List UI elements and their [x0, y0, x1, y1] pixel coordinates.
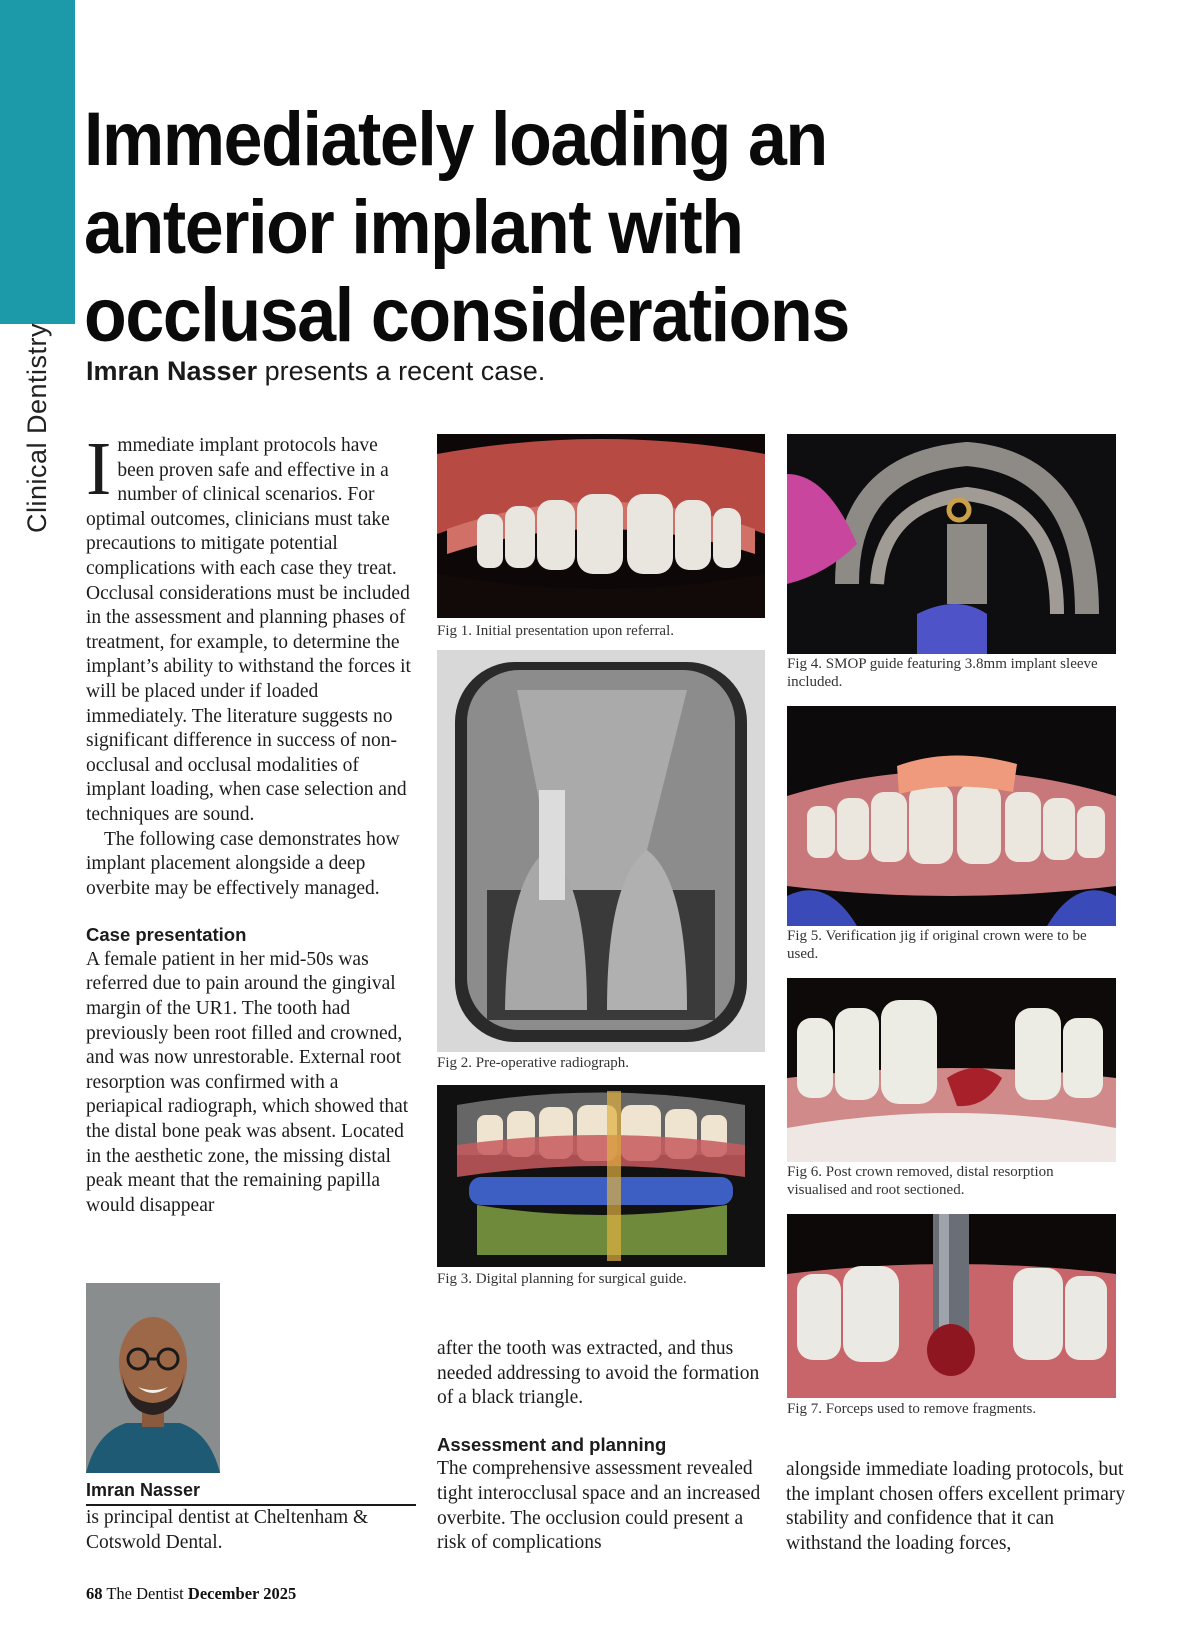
figure-1-image [437, 434, 765, 618]
figure-2-caption: Fig 2. Pre-operative radiograph. [437, 1055, 630, 1071]
figure-6-caption: Fig 6. Post crown removed, distal resorption visualised and root sectioned. [787, 1164, 1054, 1198]
article-byline [86, 356, 545, 387]
headline-line-3: occlusal considerations [84, 273, 849, 358]
figure-6-image [787, 978, 1116, 1162]
figure-7-image [787, 1214, 1116, 1398]
drop-cap: I [86, 427, 112, 511]
section-label: Clinical Dentistry [22, 322, 52, 533]
figure-4-caption: Fig 4. SMOP guide featuring 3.8mm implant sleeve included. [787, 656, 1098, 690]
author-name: Imran Nasser [86, 1480, 201, 1500]
author-photo [86, 1283, 220, 1473]
headline-line-2: anterior implant with [84, 185, 743, 270]
figure-1-caption: Fig 1. Initial presentation upon referral. [437, 623, 675, 639]
paragraph-loading: alongside immediate loading protocols, but the implant chosen offers excellent primary stability and confidence that it can withstand the loading forces, [786, 1459, 1126, 1554]
author-bio: is principal dentist at Cheltenham & Cotswold Dental. [86, 1507, 369, 1553]
paragraph-assessment: The comprehensive assessment revealed tight interocclusal space and an increased overbite. The occlusion could present a risk of complications [437, 1458, 761, 1554]
paragraph-black-triangle: after the tooth was extracted, and thus needed addressing to avoid the formation of a black triangle. [437, 1338, 760, 1409]
article-column-2 [437, 1337, 767, 1556]
paragraph-case-presentation: A female patient in her mid-50s was referred due to pain around the gingival margin of the UR1. The tooth had previously been root filled and crowned, and was now unrestorable. External root resorption was confirmed with a periapical radiograph, which showed that the distal bone peak was absent. Located in the aesthetic zone, the missing distal peak meant that the remaining papilla would disappear [86, 948, 409, 1216]
article-headline [84, 96, 857, 360]
issue-date: December 2025 [187, 1584, 297, 1603]
figure-3-caption: Fig 3. Digital planning for surgical guide. [437, 1271, 687, 1287]
headline-line-1: Immediately loading an [84, 97, 827, 182]
paragraph-intro: mmediate implant protocols have been proven safe and effective in a number of clinical scenarios. For optimal outcomes, clinicians must take precautions to mitigate potential complications with each case they treat. Occlusal considerations must be included in the assessment and planning phases of treatment, for example, to determine the implant’s ability to withstand the forces it will be placed under if loaded immediately. The literature suggests no significant difference in success of non-occlusal and occlusal modalities of implant loading, when case selection and techniques are sound. [86, 435, 411, 825]
byline-text: presents a recent case. [257, 356, 546, 386]
article-column-3 [786, 1458, 1126, 1556]
subhead-case-presentation: Case presentation [86, 924, 247, 946]
figure-2-image [437, 650, 765, 1052]
figure-7-caption: Fig 7. Forceps used to remove fragments. [787, 1401, 1037, 1417]
magazine-name: The Dentist [106, 1584, 184, 1603]
article-column-1 [86, 427, 416, 1218]
byline-author: Imran Nasser [86, 356, 258, 386]
figure-3-image [437, 1085, 765, 1267]
figure-5-caption: Fig 5. Verification jig if original crown were to be used. [787, 928, 1087, 962]
page-footer [86, 1584, 296, 1604]
section-color-bar [0, 0, 75, 324]
subhead-assessment-planning: Assessment and planning [437, 1433, 667, 1455]
figure-4-image [787, 434, 1116, 654]
paragraph-case-demo: The following case demonstrates how implant placement alongside a deep overbite may be effectively managed. [86, 828, 400, 899]
figure-5-image [787, 706, 1116, 926]
page-number: 68 [86, 1584, 103, 1603]
